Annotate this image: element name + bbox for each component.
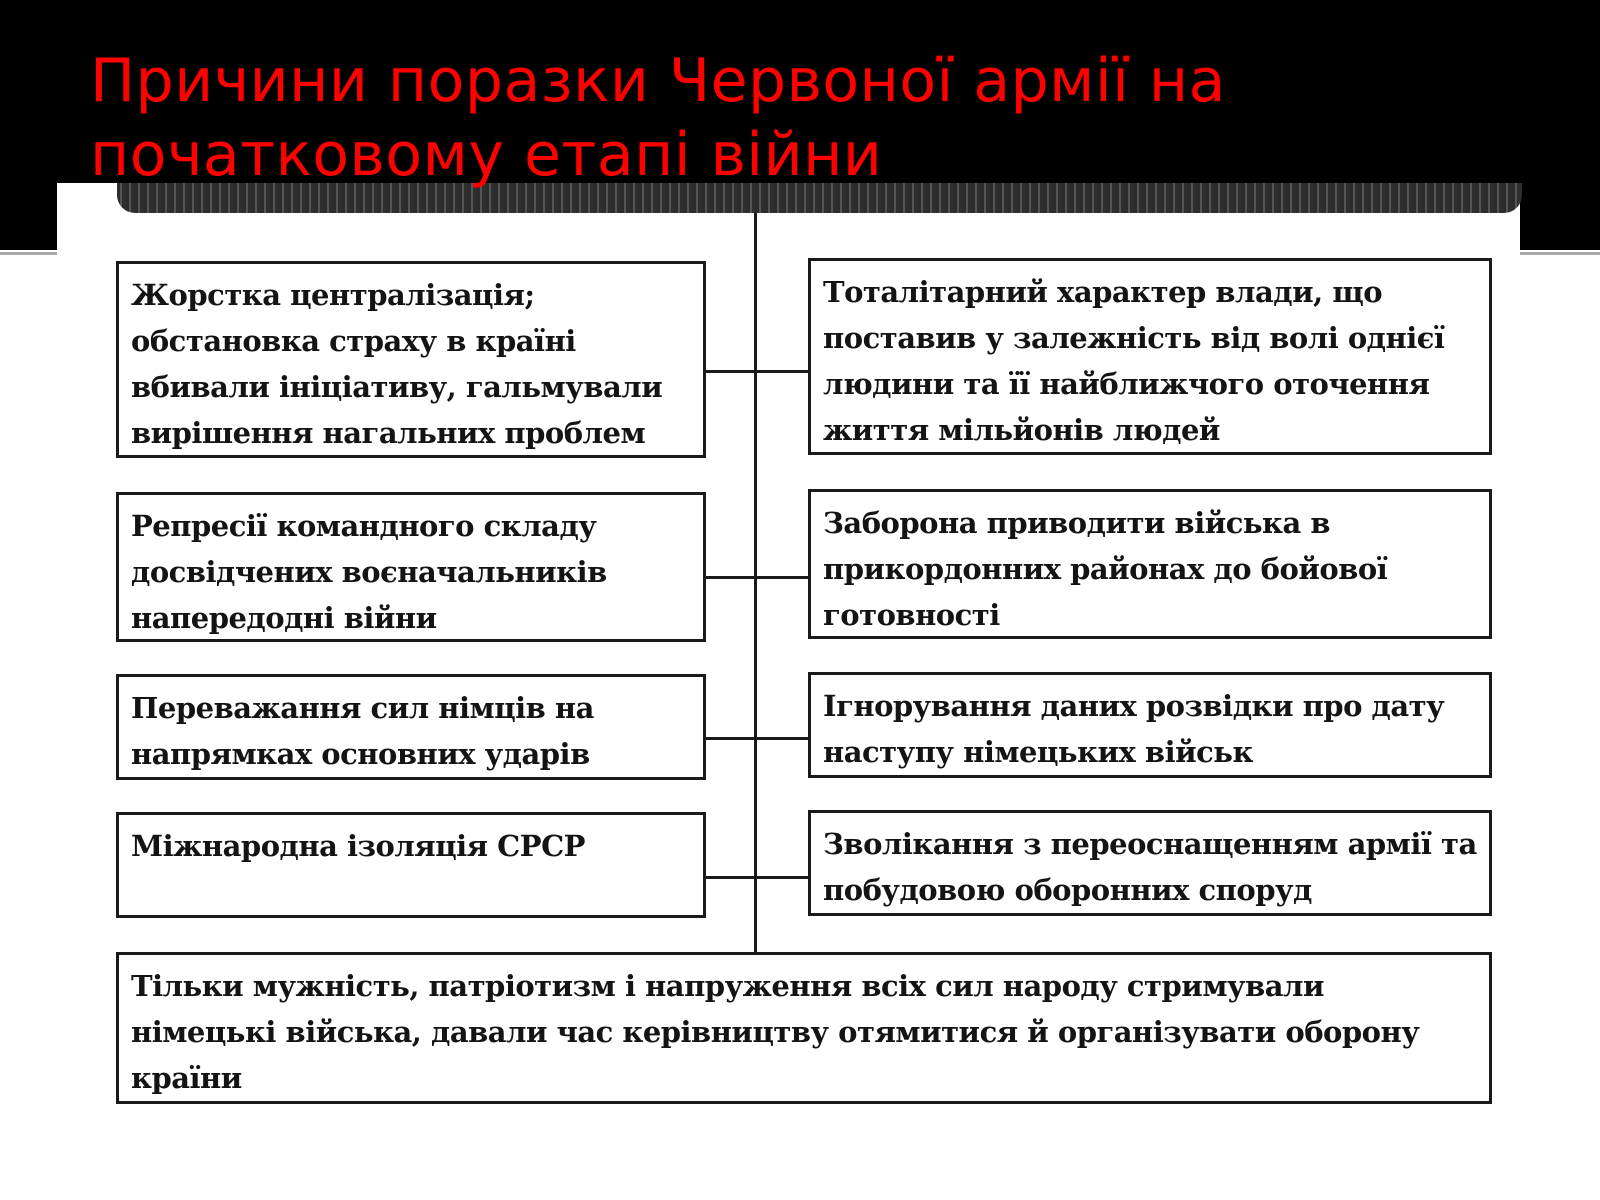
cause-box-left-2: Репресії командного складу досвідчених воєначальників напередодні війни [116,492,706,642]
cause-box-left-3: Переважання сил німців на напрямках основних ударів [116,674,706,780]
cause-box-right-3: Ігнорування даних розвідки про дату наступу німецьких військ [808,672,1492,778]
connector-row-3 [703,737,809,740]
slide-title: Причини поразки Червоної армії на початковому етапі війни [90,46,1226,190]
cause-box-right-1: Тоталітарний характер влади, що поставив у залежність від волі однієї людини та її найближчого оточення життя мільйонів людей [808,258,1492,455]
cause-box-left-1: Жорстка централізація; обстановка страху в країні вбивали ініціативу, гальмували вирішення нагальних проблем [116,261,706,458]
center-spine [754,213,757,955]
connector-row-1 [703,370,809,373]
cause-box-left-4: Міжнародна ізоляція СРСР [116,812,706,918]
conclusion-box: Тільки мужність, патріотизм і напруження всіх сил народу стримували німецькі війська, давали час керівництву отямитися й організувати оборону країни [116,952,1492,1104]
cause-box-right-2: Заборона приводити війська в прикордонних районах до бойової готовності [808,489,1492,639]
connector-row-4 [703,876,809,879]
connector-row-2 [703,576,809,579]
cause-box-right-4: Зволікання з переоснащенням армії та побудовою оборонних споруд [808,810,1492,916]
